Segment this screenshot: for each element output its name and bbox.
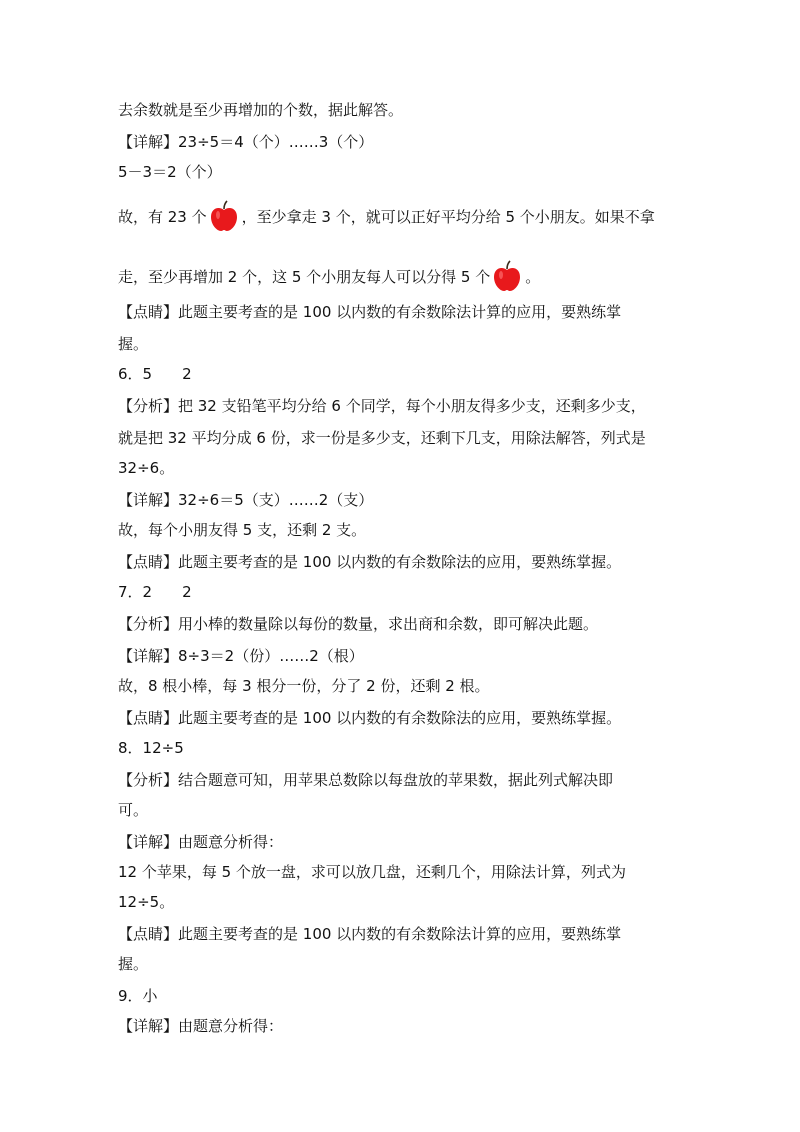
- text-line: [118, 162, 222, 182]
- text-line: [118, 676, 490, 696]
- text-line: [118, 614, 598, 634]
- text-line: [118, 770, 613, 790]
- text-segment: 走，至少再增加 2 个，这 5 个小朋友每人可以分得 5 个: [118, 268, 491, 286]
- text-segment: 【分析】把 32 支铅笔平均分给 6 个同学，每个小朋友得多少支，还剩多少支，: [118, 397, 646, 415]
- text-line: [118, 302, 621, 322]
- text-segment: 故，8 根小棒，每 3 根分一份，分了 2 份，还剩 2 根。: [118, 677, 490, 695]
- text-segment: 8．12÷5: [118, 739, 184, 757]
- text-line: [118, 520, 366, 540]
- text-segment: 【详解】8÷3＝2（份）……2（根）: [118, 647, 364, 665]
- text-line: [118, 100, 403, 120]
- text-segment: 【点睛】此题主要考查的是 100 以内数的有余数除法的应用，要熟练掌握。: [118, 709, 622, 727]
- text-segment: 5－3＝2（个）: [118, 163, 222, 181]
- text-segment: 握。: [118, 335, 149, 353]
- text-segment: ，至少拿走 3 个，就可以正好平均分给 5 个小朋友。如果不拿: [241, 208, 655, 226]
- text-segment: 故，每个小朋友得 5 支，还剩 2 支。: [118, 521, 367, 539]
- text-segment: 12÷5。: [118, 893, 175, 911]
- text-segment: 【分析】结合题意可知，用苹果总数除以每盘放的苹果数，据此列式解决即: [118, 771, 614, 789]
- text-segment: 【详解】由题意分析得：: [118, 1017, 284, 1035]
- text-line: [118, 1016, 283, 1036]
- text-line: [118, 458, 174, 478]
- text-line: [118, 396, 646, 416]
- apple-icon: [209, 200, 239, 232]
- text-segment: 【点睛】此题主要考查的是 100 以内数的有余数除法计算的应用，要熟练掌: [118, 303, 622, 321]
- text-line: [118, 428, 646, 448]
- text-segment: 6．5 2: [118, 365, 192, 383]
- text-segment: 故，有 23 个: [118, 208, 207, 226]
- text-line: [118, 260, 541, 286]
- text-segment: 【点睛】此题主要考查的是 100 以内数的有余数除法计算的应用，要熟练掌: [118, 925, 622, 943]
- text-line: [118, 892, 174, 912]
- text-line: [118, 552, 621, 572]
- text-line: [118, 364, 192, 384]
- text-line: [118, 582, 192, 602]
- text-line: [118, 986, 158, 1006]
- apple-icon: [492, 260, 522, 292]
- text-segment: 32÷6。: [118, 459, 175, 477]
- text-line: [118, 132, 373, 152]
- text-segment: 可。: [118, 801, 149, 819]
- text-line: [118, 832, 283, 852]
- text-segment: 7．2 2: [118, 583, 192, 601]
- text-line: [118, 708, 621, 728]
- text-segment: 【详解】23÷5＝4（个）……3（个）: [118, 133, 374, 151]
- text-segment: 【点睛】此题主要考查的是 100 以内数的有余数除法的应用，要熟练掌握。: [118, 553, 622, 571]
- text-segment: 【详解】由题意分析得：: [118, 833, 284, 851]
- text-segment: 去余数就是至少再增加的个数，据此解答。: [118, 101, 404, 119]
- text-line: [118, 862, 626, 882]
- text-segment: 握。: [118, 955, 149, 973]
- text-line: [118, 800, 148, 820]
- text-segment: 。: [525, 268, 541, 286]
- text-segment: 【分析】用小棒的数量除以每份的数量，求出商和余数，即可解决此题。: [118, 615, 599, 633]
- text-line: [118, 738, 184, 758]
- text-line: [118, 200, 655, 226]
- text-line: [118, 954, 148, 974]
- text-segment: 9．小: [118, 987, 158, 1005]
- text-segment: 12 个苹果，每 5 个放一盘，求可以放几盘，还剩几个，用除法计算，列式为: [118, 863, 626, 881]
- text-line: [118, 490, 373, 510]
- text-line: [118, 924, 621, 944]
- text-segment: 【详解】32÷6＝5（支）……2（支）: [118, 491, 374, 509]
- text-segment: 就是把 32 平均分成 6 份，求一份是多少支，还剩下几支，用除法解答，列式是: [118, 429, 646, 447]
- text-line: [118, 646, 364, 666]
- text-line: [118, 334, 148, 354]
